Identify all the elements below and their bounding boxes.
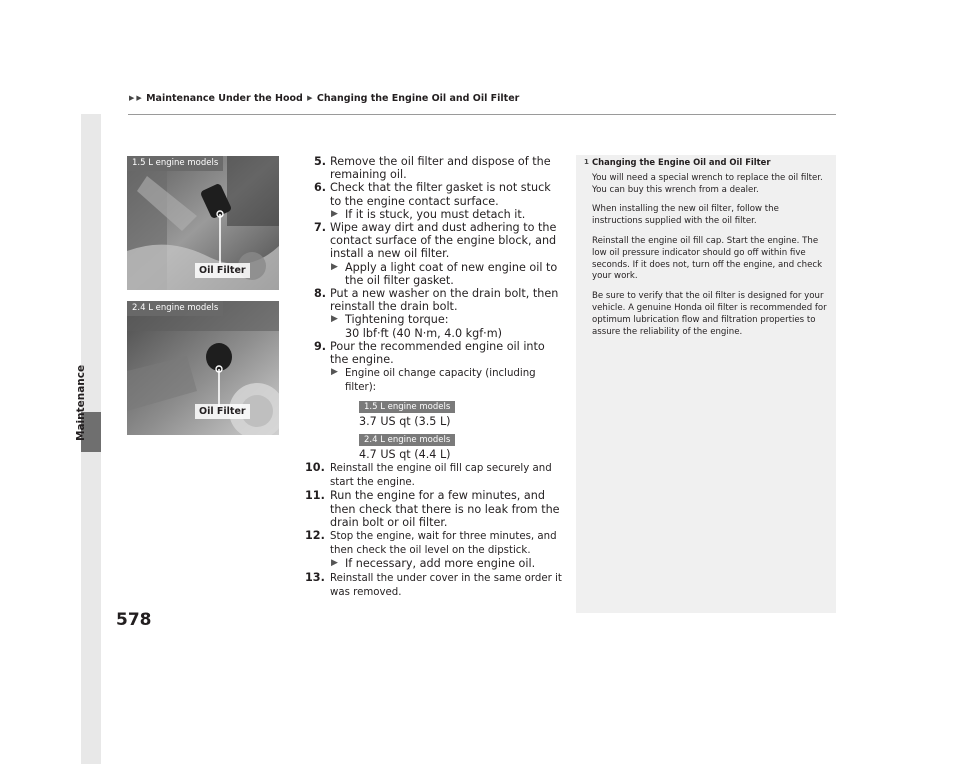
substep-text: Apply a light coat of new engine oil to the oil filter gasket. xyxy=(345,260,558,287)
capacity-value: 4.7 US qt (4.4 L) xyxy=(359,447,451,461)
note-title-text: Changing the Engine Oil and Oil Filter xyxy=(592,157,771,167)
photo-model-tag: 1.5 L engine models xyxy=(127,156,223,171)
page-number: 578 xyxy=(116,610,152,630)
step-text: Check that the filter gasket is not stuck to the engine contact surface. xyxy=(330,181,551,208)
step-number: 8. xyxy=(314,287,327,301)
step-number: 6. xyxy=(314,181,327,195)
procedure-steps xyxy=(305,155,564,599)
triangle-right-icon: ▶ xyxy=(307,94,313,102)
engine-photo-1-5l xyxy=(127,156,279,290)
step-11 xyxy=(305,489,564,529)
step-text: Wipe away dirt and dust adhering to the contact surface of the engine block, and install a new oil filter. xyxy=(330,221,557,261)
arrow-right-icon: ▶ xyxy=(331,558,338,569)
step-number: 11. xyxy=(305,489,325,503)
breadcrumb-section: Maintenance Under the Hood xyxy=(146,93,303,104)
step-substep xyxy=(330,313,564,339)
step-12 xyxy=(305,529,564,571)
side-tab-label: Maintenance xyxy=(75,364,87,441)
step-number: 13. xyxy=(305,570,325,584)
triangle-right-icon: ▶ xyxy=(136,94,142,102)
note-paragraph: Reinstall the engine oil fill cap. Start the engine. The low oil pressure indicator should go off within five seconds. If it does not, turn off the engine, and check your work. xyxy=(592,235,823,282)
step-5 xyxy=(314,155,564,181)
step-text: Put a new washer on the drain bolt, then reinstall the drain bolt. xyxy=(330,287,559,314)
note-paragraph: You will need a special wrench to replace the oil filter. You can buy this wrench from a dealer. xyxy=(592,172,823,195)
triangle-right-icon: ▶ xyxy=(129,94,135,102)
step-9 xyxy=(314,340,564,461)
arrow-right-icon: ▶ xyxy=(331,208,338,219)
step-number: 10. xyxy=(305,461,325,475)
step-substep xyxy=(330,557,564,570)
reference-marker-icon: 1 xyxy=(584,158,589,166)
arrow-right-icon: ▶ xyxy=(331,367,338,378)
oil-filter-callout: Oil Filter xyxy=(195,404,250,419)
step-text: Stop the engine, wait for three minutes, and then check the oil level on the dipstick. xyxy=(330,531,557,557)
breadcrumb xyxy=(128,93,519,104)
step-number: 7. xyxy=(314,221,327,235)
note-paragraph: When installing the new oil filter, follow the instructions supplied with the oil filter. xyxy=(592,204,779,227)
step-7 xyxy=(314,221,564,287)
arrow-right-icon: ▶ xyxy=(331,314,338,325)
note-paragraph: Be sure to verify that the oil filter is designed for your vehicle. A genuine Honda oil filter is recommended for optimum lubrication flow and filtration properties to assure the reliability of the engine. xyxy=(592,291,827,337)
step-text: Reinstall the under cover in the same order it was removed. xyxy=(330,572,562,598)
photo-model-tag: 2.4 L engine models xyxy=(127,301,223,316)
step-text: Pour the recommended engine oil into the engine. xyxy=(330,339,545,367)
step-substep xyxy=(330,261,564,287)
note-content xyxy=(584,157,830,346)
step-substep xyxy=(330,208,564,221)
step-6 xyxy=(314,181,564,221)
step-text: Run the engine for a few minutes, and then check that there is no leak from the drain bolt or oil filter. xyxy=(330,489,560,529)
arrow-right-icon: ▶ xyxy=(331,261,338,272)
note-title xyxy=(584,157,830,169)
step-number: 12. xyxy=(305,529,325,543)
oil-filter-callout: Oil Filter xyxy=(195,263,250,278)
header-divider xyxy=(128,114,836,115)
model-badge: 1.5 L engine models xyxy=(359,401,455,413)
step-substep xyxy=(330,366,564,394)
step-10 xyxy=(305,461,564,489)
step-text: Remove the oil filter and dispose of the remaining oil. xyxy=(330,155,551,182)
capacity-value: 3.7 US qt (3.5 L) xyxy=(359,414,451,428)
capacity-values xyxy=(330,395,564,461)
breadcrumb-topic: Changing the Engine Oil and Oil Filter xyxy=(316,93,520,104)
step-number: 9. xyxy=(314,339,327,353)
substep-text: Engine oil change capacity (including filter): xyxy=(345,368,536,394)
step-13 xyxy=(305,570,564,599)
engine-photo-2-4l xyxy=(127,301,279,435)
step-number: 5. xyxy=(314,155,327,168)
step-8 xyxy=(314,287,564,340)
substep-text: If it is stuck, you must detach it. xyxy=(345,207,526,221)
step-text: Reinstall the engine oil fill cap securely and start the engine. xyxy=(330,463,552,489)
torque-value: 30 lbf·ft (40 N·m, 4.0 kgf·m) xyxy=(345,326,502,340)
substep-text: Tightening torque: xyxy=(345,313,449,327)
substep-text: If necessary, add more engine oil. xyxy=(345,557,536,571)
model-badge: 2.4 L engine models xyxy=(359,434,455,446)
